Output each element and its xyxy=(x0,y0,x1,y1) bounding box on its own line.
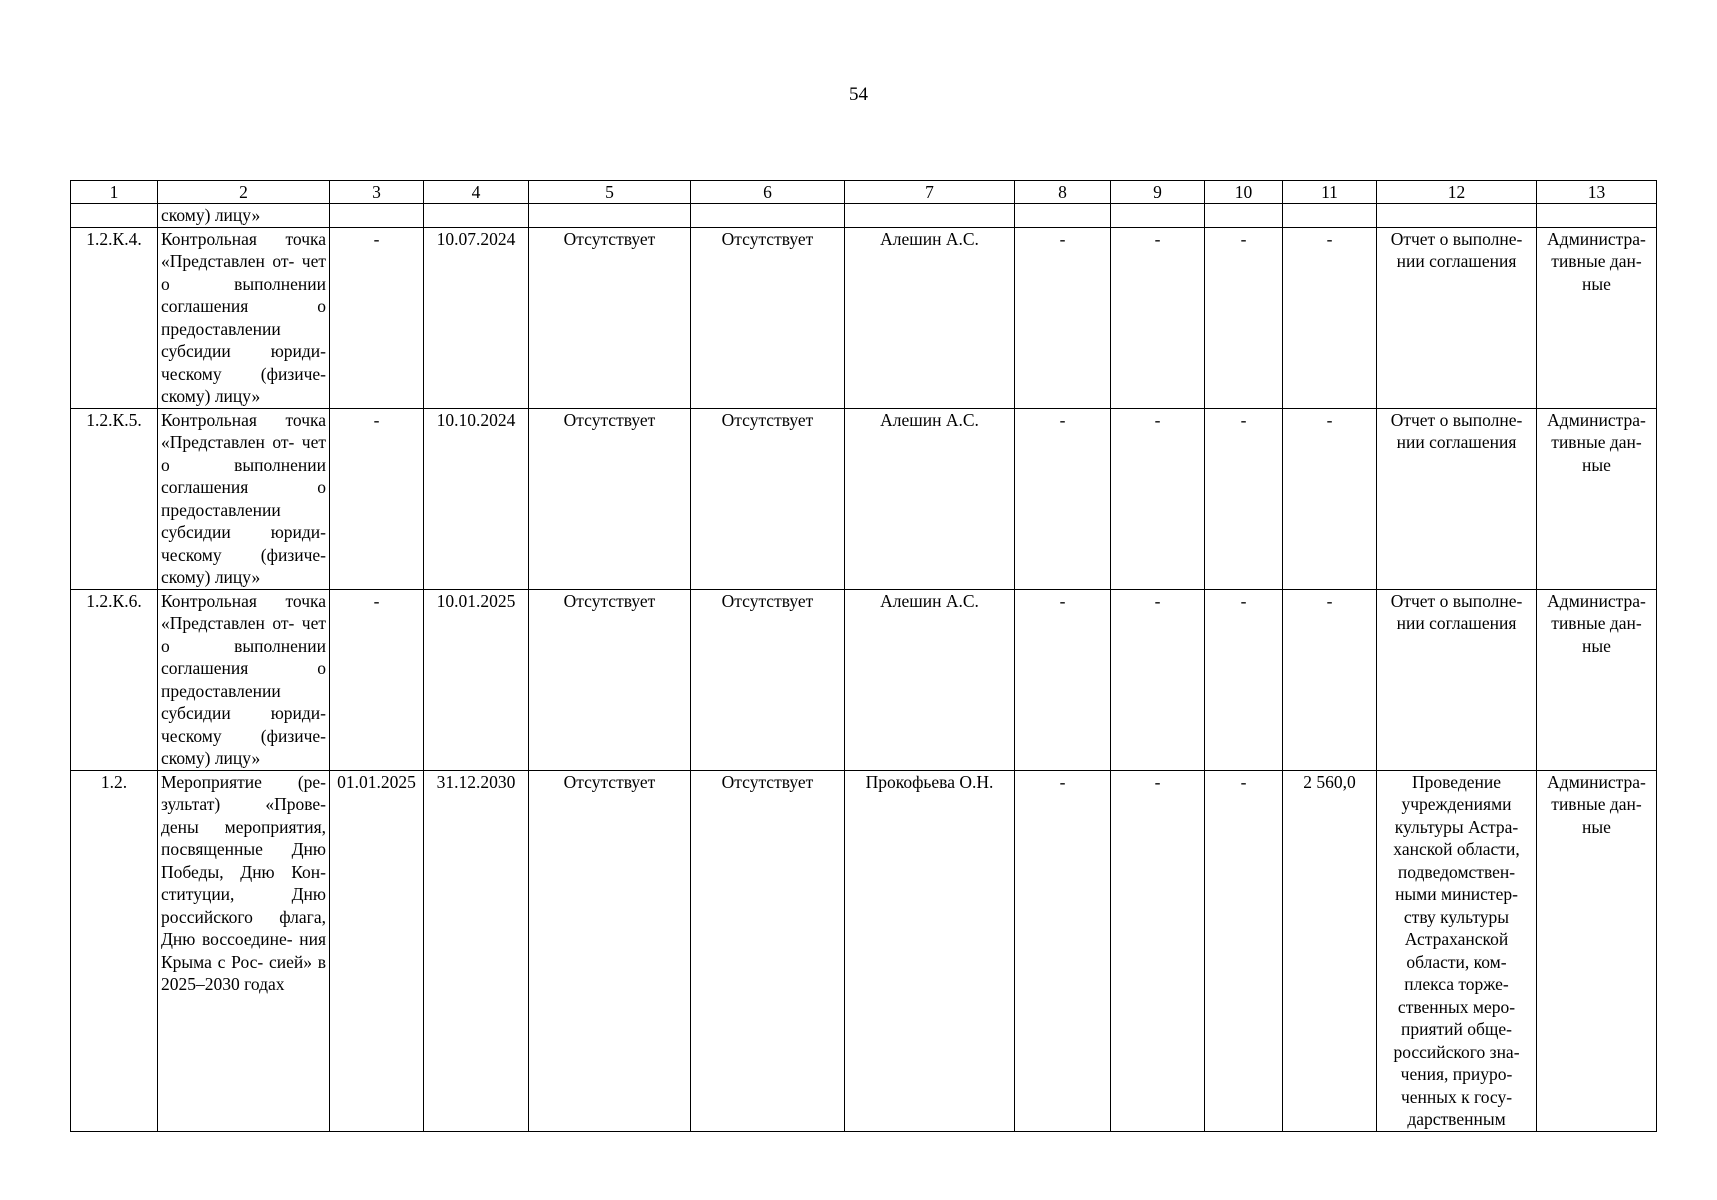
column-header: 7 xyxy=(845,181,1015,204)
end-date: 10.01.2025 xyxy=(424,589,529,770)
cell-col6: Отсутствует xyxy=(691,408,845,589)
column-header: 9 xyxy=(1111,181,1205,204)
cell-col9: - xyxy=(1111,408,1205,589)
cell-col11: - xyxy=(1283,589,1377,770)
row-number: 1.2.К.5. xyxy=(71,408,158,589)
start-date: 01.01.2025 xyxy=(330,770,424,1131)
row-number: 1.2.К.4. xyxy=(71,227,158,408)
responsible: Прокофьева О.Н. xyxy=(845,770,1015,1131)
cell-col12: Отчет о выполне- нии соглашения xyxy=(1377,408,1537,589)
cell-col10: - xyxy=(1205,408,1283,589)
cell-col8: - xyxy=(1015,227,1111,408)
end-date: 10.07.2024 xyxy=(424,227,529,408)
cell-col5: Отсутствует xyxy=(529,589,691,770)
cell-col9: - xyxy=(1111,227,1205,408)
row-name: Контрольная точка «Представлен от- чет о выполнении соглашения о предоставлении субсидии юриди- ческому (физиче- скому) лицу» xyxy=(158,589,330,770)
page-number: 54 xyxy=(849,84,868,105)
responsible: Алешин А.С. xyxy=(845,227,1015,408)
cell-col11: - xyxy=(1283,408,1377,589)
row-name: Контрольная точка «Представлен от- чет о выполнении соглашения о предоставлении субсидии юриди- ческому (физиче- скому) лицу» xyxy=(158,408,330,589)
table-row xyxy=(71,227,1657,408)
column-header: 2 xyxy=(158,181,330,204)
cell-col13: Администра- тивные дан- ные xyxy=(1537,408,1657,589)
cell-col13: Администра- тивные дан- ные xyxy=(1537,589,1657,770)
cell-col8: - xyxy=(1015,770,1111,1131)
row-number: 1.2. xyxy=(71,770,158,1131)
column-header: 3 xyxy=(330,181,424,204)
start-date: - xyxy=(330,408,424,589)
table-row xyxy=(71,589,1657,770)
column-header: 1 xyxy=(71,181,158,204)
table-row xyxy=(71,408,1657,589)
cell-col12: Проведение учреждениями культуры Астра- ханской области, подведомствен- ными министер- ству культуры Астраханской области, ком- плекса торже- ственных меро- приятий обще- российского зна- чения, приуро- ченных к госу- дарственным xyxy=(1377,770,1537,1131)
cell-col11: - xyxy=(1283,227,1377,408)
cell-col10: - xyxy=(1205,589,1283,770)
cell-col11: 2 560,0 xyxy=(1283,770,1377,1131)
cell-col10: - xyxy=(1205,770,1283,1131)
cell-col9: - xyxy=(1111,589,1205,770)
column-header: 8 xyxy=(1015,181,1111,204)
cell-col8: - xyxy=(1015,408,1111,589)
cell-col12: Отчет о выполне- нии соглашения xyxy=(1377,589,1537,770)
cell-col6: Отсутствует xyxy=(691,770,845,1131)
cell-col8: - xyxy=(1015,589,1111,770)
cell-col6: Отсутствует xyxy=(691,589,845,770)
continuation-text: скому) лицу» xyxy=(158,204,330,228)
end-date: 10.10.2024 xyxy=(424,408,529,589)
table-row xyxy=(71,770,1657,1131)
row-name: Мероприятие (ре- зультат) «Прове- дены мероприятия, посвященные Дню Победы, Дню Кон- ституции, Дню российского флага, Дню воссоедине- ния Крыма с Рос- сией» в 2025–2030 годах xyxy=(158,770,330,1131)
cell-col13: Администра- тивные дан- ные xyxy=(1537,227,1657,408)
responsible: Алешин А.С. xyxy=(845,589,1015,770)
cell-col5: Отсутствует xyxy=(529,227,691,408)
continuation-row xyxy=(71,204,1657,228)
cell-col5: Отсутствует xyxy=(529,408,691,589)
start-date: - xyxy=(330,227,424,408)
column-header: 5 xyxy=(529,181,691,204)
column-number-row xyxy=(71,181,1657,204)
column-header: 12 xyxy=(1377,181,1537,204)
row-number: 1.2.К.6. xyxy=(71,589,158,770)
cell-col12: Отчет о выполне- нии соглашения xyxy=(1377,227,1537,408)
cell-col10: - xyxy=(1205,227,1283,408)
cell-col13: Администра- тивные дан- ные xyxy=(1537,770,1657,1131)
start-date: - xyxy=(330,589,424,770)
cell-col5: Отсутствует xyxy=(529,770,691,1131)
end-date: 31.12.2030 xyxy=(424,770,529,1131)
responsible: Алешин А.С. xyxy=(845,408,1015,589)
column-header: 10 xyxy=(1205,181,1283,204)
plan-table xyxy=(70,180,1657,1132)
row-name: Контрольная точка «Представлен от- чет о выполнении соглашения о предоставлении субсидии юриди- ческому (физиче- скому) лицу» xyxy=(158,227,330,408)
cell-col6: Отсутствует xyxy=(691,227,845,408)
column-header: 4 xyxy=(424,181,529,204)
column-header: 11 xyxy=(1283,181,1377,204)
cell-col9: - xyxy=(1111,770,1205,1131)
column-header: 6 xyxy=(691,181,845,204)
column-header: 13 xyxy=(1537,181,1657,204)
